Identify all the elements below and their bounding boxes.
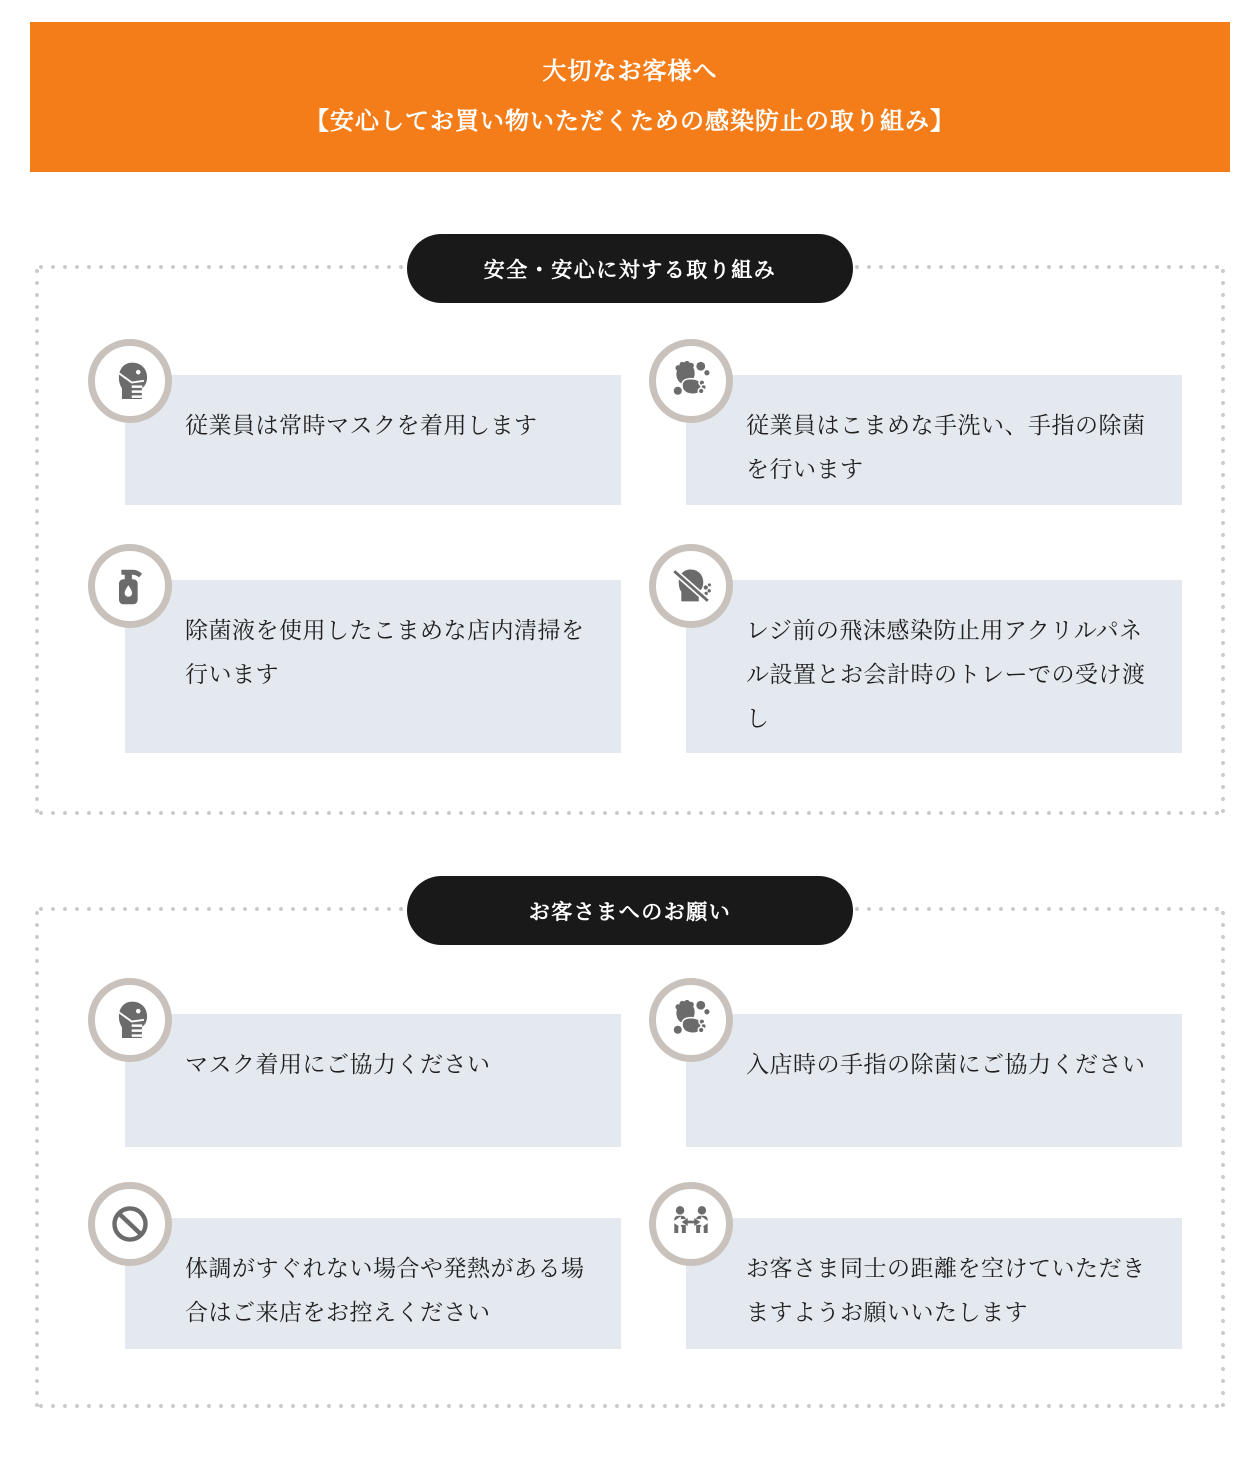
list-item: [686, 580, 1182, 753]
item-card: [125, 1014, 621, 1147]
item-text: 体調がすぐれない場合や発熱がある場合はご来店をお控えください: [185, 1255, 585, 1325]
list-item: [686, 1014, 1182, 1147]
item-text: お客さま同士の距離を空けていただきますようお願いいたします: [746, 1255, 1146, 1325]
item-text: 入店時の手指の除菌にご協力ください: [746, 1051, 1146, 1077]
header-title: 大切なお客様へ: [542, 58, 718, 85]
list-item: [125, 1218, 621, 1349]
mask-face-icon: [88, 978, 172, 1062]
hand-washing-icon: [649, 339, 733, 423]
social-distance-icon: [649, 1182, 733, 1266]
request-items-grid: [125, 1014, 1182, 1349]
mask-face-icon: [88, 339, 172, 423]
hand-washing-icon: [649, 978, 733, 1062]
item-card: [686, 1014, 1182, 1147]
item-card: [125, 580, 621, 753]
list-item: [125, 1014, 621, 1147]
item-text: レジ前の飛沫感染防止用アクリルパネル設置とお会計時のトレーでの受け渡し: [746, 617, 1146, 731]
item-text: 除菌液を使用したこまめな店内清掃を行います: [185, 617, 585, 687]
droplet-block-icon: [649, 544, 733, 628]
section-safety-title: 安全・安心に対する取り組み: [407, 234, 853, 303]
list-item: [686, 375, 1182, 505]
item-card: [686, 375, 1182, 505]
section-customer-requests: [35, 900, 1225, 1408]
item-text: 従業員は常時マスクを着用します: [185, 412, 538, 438]
item-text: マスク着用にご協力ください: [185, 1051, 491, 1077]
item-card: [125, 375, 621, 505]
section-requests-title: お客さまへのお願い: [407, 876, 853, 945]
safety-items-grid: [125, 375, 1182, 753]
section-safety-measures: [35, 258, 1225, 815]
item-card: [686, 580, 1182, 753]
prohibition-icon: [88, 1182, 172, 1266]
item-card: [125, 1218, 621, 1349]
header-banner: [30, 22, 1230, 172]
list-item: [686, 1218, 1182, 1349]
sanitizer-spray-icon: [88, 544, 172, 628]
list-item: [125, 580, 621, 753]
item-text: 従業員はこまめな手洗い、手指の除菌を行います: [746, 412, 1146, 482]
header-subtitle: 【安心してお買い物いただくための感染防止の取り組み】: [305, 108, 955, 135]
list-item: [125, 375, 621, 505]
item-card: [686, 1218, 1182, 1349]
